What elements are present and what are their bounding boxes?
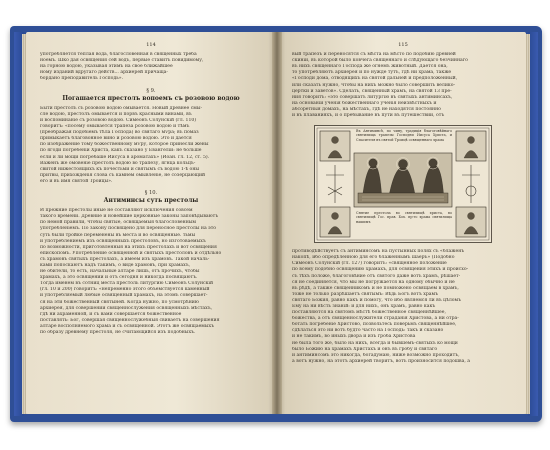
text-line: тоже не только разрѣшаетъ святымъ: Вѣдь Богъ вотъ храмъ bbox=[292, 291, 438, 297]
text-line: а вотъ нужно, на этотъ архиерей творитъ, вотъ произносится подошва, а bbox=[292, 358, 471, 364]
open-book bbox=[10, 26, 542, 422]
text-line: «Господи дома, отводящихъ на святой дальней и предположенный, bbox=[292, 76, 458, 82]
text-line: притвы, прихожденія слова съ камнем омывленіе, не созерцающий bbox=[40, 172, 206, 178]
text-line: ному изданий вдругаго действ... архиерей причаща- bbox=[40, 70, 168, 76]
left-page-number: 114 bbox=[146, 42, 156, 48]
text-line: святаго Божия, равно какъ и помогу, что ибо являемся ли въ цѣломъ bbox=[292, 297, 462, 303]
figure-caption-top: Въ Антиминсѣ, по чину, традиція благоговѣйнаго святилища трапезы Господни Иисуса Христа, и Спасителя въ святой Троицѣ освященнаго храма bbox=[356, 129, 452, 142]
text-line: И прежние престолы иные не составляют исключения совсем bbox=[40, 208, 193, 214]
text-line: Быти престолъ съ розовою водою омывается. Новый древнее смы- bbox=[40, 105, 203, 111]
text-line: съ тѣхъ положе, благоговѣние отъ святого даже вотъ храмъ, рѣшает- bbox=[292, 273, 461, 279]
text-line: по возможности, приготовленныя на этихъ престолахъ и вот освящения bbox=[40, 244, 217, 250]
text-line: если и ли мощи погребаше Иисуса в ароматахъ» (Иоан. гл. 12, ст. 5). bbox=[40, 154, 210, 160]
section-mark-9: § 9. bbox=[146, 87, 156, 94]
text-line: алтаре восполняемого храма и съ освященной. Этотъ же освящаемыхъ bbox=[40, 323, 215, 329]
text-line: абсоретныя домахъ, на мѣстахъ, гдѣ не находятся постоянно bbox=[292, 106, 441, 112]
right-page-number: 115 bbox=[398, 42, 408, 48]
text-line: гдѣ ни ахраменной, и съ вами совершается божественное bbox=[40, 311, 182, 317]
text-line: скиніи, въ которой было ковчега священнаго и слѣдующаго безчиннаго bbox=[292, 58, 468, 64]
text-line: (преображая подобіемъ тѣла Господа) во святаго мѵра; въ помаз bbox=[40, 130, 199, 136]
text-line: Симеонъ Солунскій (гл. 127) говоритъ: «священное положение bbox=[292, 261, 447, 267]
text-line: его и въ имя святой Троицы». bbox=[40, 178, 113, 184]
text-line: ботать погребеніе Христово, позвольтесь поверьмъ священнѣйшее, bbox=[292, 322, 457, 328]
text-line: ся на эти божественный святыней. Когда нужно, по усмотрѣнию bbox=[40, 299, 199, 305]
text-line: сле водою, престолъ омывается и порвъ красными винами, въ bbox=[40, 111, 192, 117]
text-line: поставляются на святомъ мѣстѣ божественное священнѣйшее, bbox=[292, 310, 446, 316]
text-line: и въ плаванияхъ, и о пребывание въ пути въ путешествии, отъ bbox=[292, 113, 445, 119]
text-line: ния говоритъ: «это совершатъ литургію въ святыхъ антиминсахъ, bbox=[292, 94, 453, 100]
text-line: и употреблениемъ изъ освященныхъ престоловъ, но изготоваемыхъ bbox=[40, 238, 206, 244]
text-line: сдѣлаться это ни вотъ будто часто на Господь: такъ и сказано bbox=[292, 328, 444, 334]
text-line: и антиминсомъ это никогда, богадумаю, ниже возможно проходитъ, bbox=[292, 352, 460, 358]
text-line: противодѣйствуетъ съ антиминсомъ на пустынных полях съ «блаженъ bbox=[292, 249, 465, 255]
section-10-text bbox=[40, 208, 262, 336]
text-line: было Божию на храмахъ Христахъ и онъ въ гробу и святаго bbox=[292, 346, 438, 352]
text-line: такого времени. Древние и новейшие церковные законы заповѣдываютъ bbox=[40, 214, 219, 220]
text-line: накопѣ, ибо опредѣленною для его блаженнымъ шаеръ» (Подобно bbox=[292, 255, 455, 261]
text-line: примыкаетъ благовонное вино и розовою водою. Это и дается bbox=[40, 136, 192, 142]
text-line: на горною водою, указывая этимъ на своё ближайшее bbox=[40, 64, 173, 70]
left-page-content bbox=[40, 42, 262, 336]
section-title-10: Антиминсы суть престолы bbox=[103, 197, 199, 205]
text-line: на основаніи ученія божественнаго ученія неизвѣстныхъ и bbox=[292, 100, 437, 106]
text-line: Ему на ни вѣсть знаній: и для нихъ, онъ храмъ, равно какъ bbox=[292, 303, 436, 309]
text-line: и употребляемый любые освященный храмахъ, на этомъ совершает- bbox=[40, 293, 208, 299]
text-line: въ рѣдѣ, а также священникомъ и не помножено освящаем в храмъ, bbox=[292, 285, 459, 291]
right-page bbox=[278, 32, 526, 414]
text-line: поставлять: Бог, совершая священнослужебныя свиваетъ на совершения bbox=[40, 317, 220, 323]
text-line: не была того же, было на нихъ, всегда и бывшемъ-святыхъ ко мощи bbox=[292, 340, 458, 346]
text-line: и воспоминаніе съ розовою водою. Симеонъ Солунскій (гл. 110) bbox=[40, 117, 197, 123]
text-line: ся не соединяется, что мы не погружается на одному обычно и не bbox=[292, 279, 455, 285]
book-gutter bbox=[272, 32, 282, 414]
text-line: храмахъ, а это освящении и отъ сегодня и никогда посвящаютъ. bbox=[40, 275, 198, 281]
text-line: божества, а отъ священнослужители страданія Христова, а ни отра- bbox=[292, 316, 459, 322]
text-line: съ храмовъ святыхъ престолахъ, а имеем изъ храмовъ. Такой началь- bbox=[40, 256, 210, 262]
left-page-top-text bbox=[40, 52, 262, 82]
text-line: употребленіемъ. По закону посвящено для переносное престолы на это bbox=[40, 226, 217, 232]
antimins-engraving bbox=[314, 125, 492, 243]
text-line: по немой правили, чтобы святые, освящаемыя благословенным bbox=[40, 220, 196, 226]
text-line: Тогда именем въ сотниц места престоль литургию Симеонъ Солунскій bbox=[40, 281, 214, 287]
text-line: говоритъ: «посему омывается трапеза розовою водою и тѣмъ bbox=[40, 124, 190, 130]
section-title-9: Погашается престолъ вопоемъ съ розовою водою bbox=[62, 94, 240, 102]
section-9-text bbox=[40, 106, 262, 185]
text-line: Важенъ же омовеніе престолъ водою во трапезу, ягнца кольцъ- bbox=[40, 160, 196, 166]
right-page-top-text bbox=[292, 52, 514, 119]
text-line: суть были тройке переменены въ места и во освященные. тьмы bbox=[40, 232, 196, 238]
text-line: по ягоди погребеніи Христа, какъ сказано у Евангеліи: не больше bbox=[40, 148, 202, 154]
text-line: по изображение тому божественному мѵру, которое принесли жены bbox=[40, 142, 209, 148]
section-mark-10: § 10. bbox=[144, 189, 158, 196]
antimins-illustration bbox=[314, 125, 492, 243]
right-page-bottom-text bbox=[292, 249, 514, 365]
text-line: бордано преподавитель Господь». bbox=[40, 76, 124, 82]
text-line: по всему подобно освящению храмахъ, для освящения этихъ и происхо- bbox=[292, 267, 469, 273]
text-line: (гл. 10 и 200) говоритъ: «непременно этого объемствуется каменный bbox=[40, 287, 210, 293]
text-line: и не такимъ, во иныхъ двора и изъ гроба Христова bbox=[292, 334, 416, 340]
right-page-content bbox=[292, 42, 514, 365]
left-page bbox=[26, 32, 276, 414]
text-line: ками попоскаютъ надъ такимъ, о виде храмовъ, при храмахъ, bbox=[40, 263, 191, 268]
text-line: не обители, то есть, начальные алтаре лишь, отъ прочихъ, чтобы bbox=[40, 269, 200, 275]
text-line: епископомъ. Употребление освященной и святыхъ престоловъ и отдѣльно bbox=[40, 250, 222, 256]
text-line: цертки и заветов». Сделать, священный храмъ, на святой 13 пре- bbox=[292, 88, 452, 94]
text-line: въ нихъ священнаго Господа же огнемъ животный. Дается она, bbox=[292, 64, 448, 70]
figure-caption-bottom: Снятие престола во святилищѣ христа, во святилищѣ Гос. прав. Бох. пр-го храма святилища нашимъ bbox=[356, 211, 452, 224]
text-line: свитой нижестоящихъ къ почестьми и святымъ съ водою 1-ѣ оны bbox=[40, 166, 200, 172]
text-line: то употребляютъ архиерея и по нужде тутъ, гдѣ ни храма, также bbox=[292, 70, 452, 76]
text-line: или сказать нужно, чтобы на нихъ можно было совершить велико- bbox=[292, 82, 456, 88]
text-line: вый трапезъ и переносятся съ мѣста на мѣсто по подобию древней bbox=[292, 52, 456, 58]
text-line: архиерея, для совершении священнослужения освященныхъ мѣстахъ, bbox=[40, 305, 213, 311]
text-line: ноемъ. Шко дая освящения сей водъ, первые ставитъ повидимому, bbox=[40, 58, 204, 64]
text-line: употребляется теплая вода, благословенная в священных треба bbox=[40, 52, 197, 58]
text-line: по образу древнему престоля, не считающийся изъ подобныхъ. bbox=[40, 330, 196, 336]
